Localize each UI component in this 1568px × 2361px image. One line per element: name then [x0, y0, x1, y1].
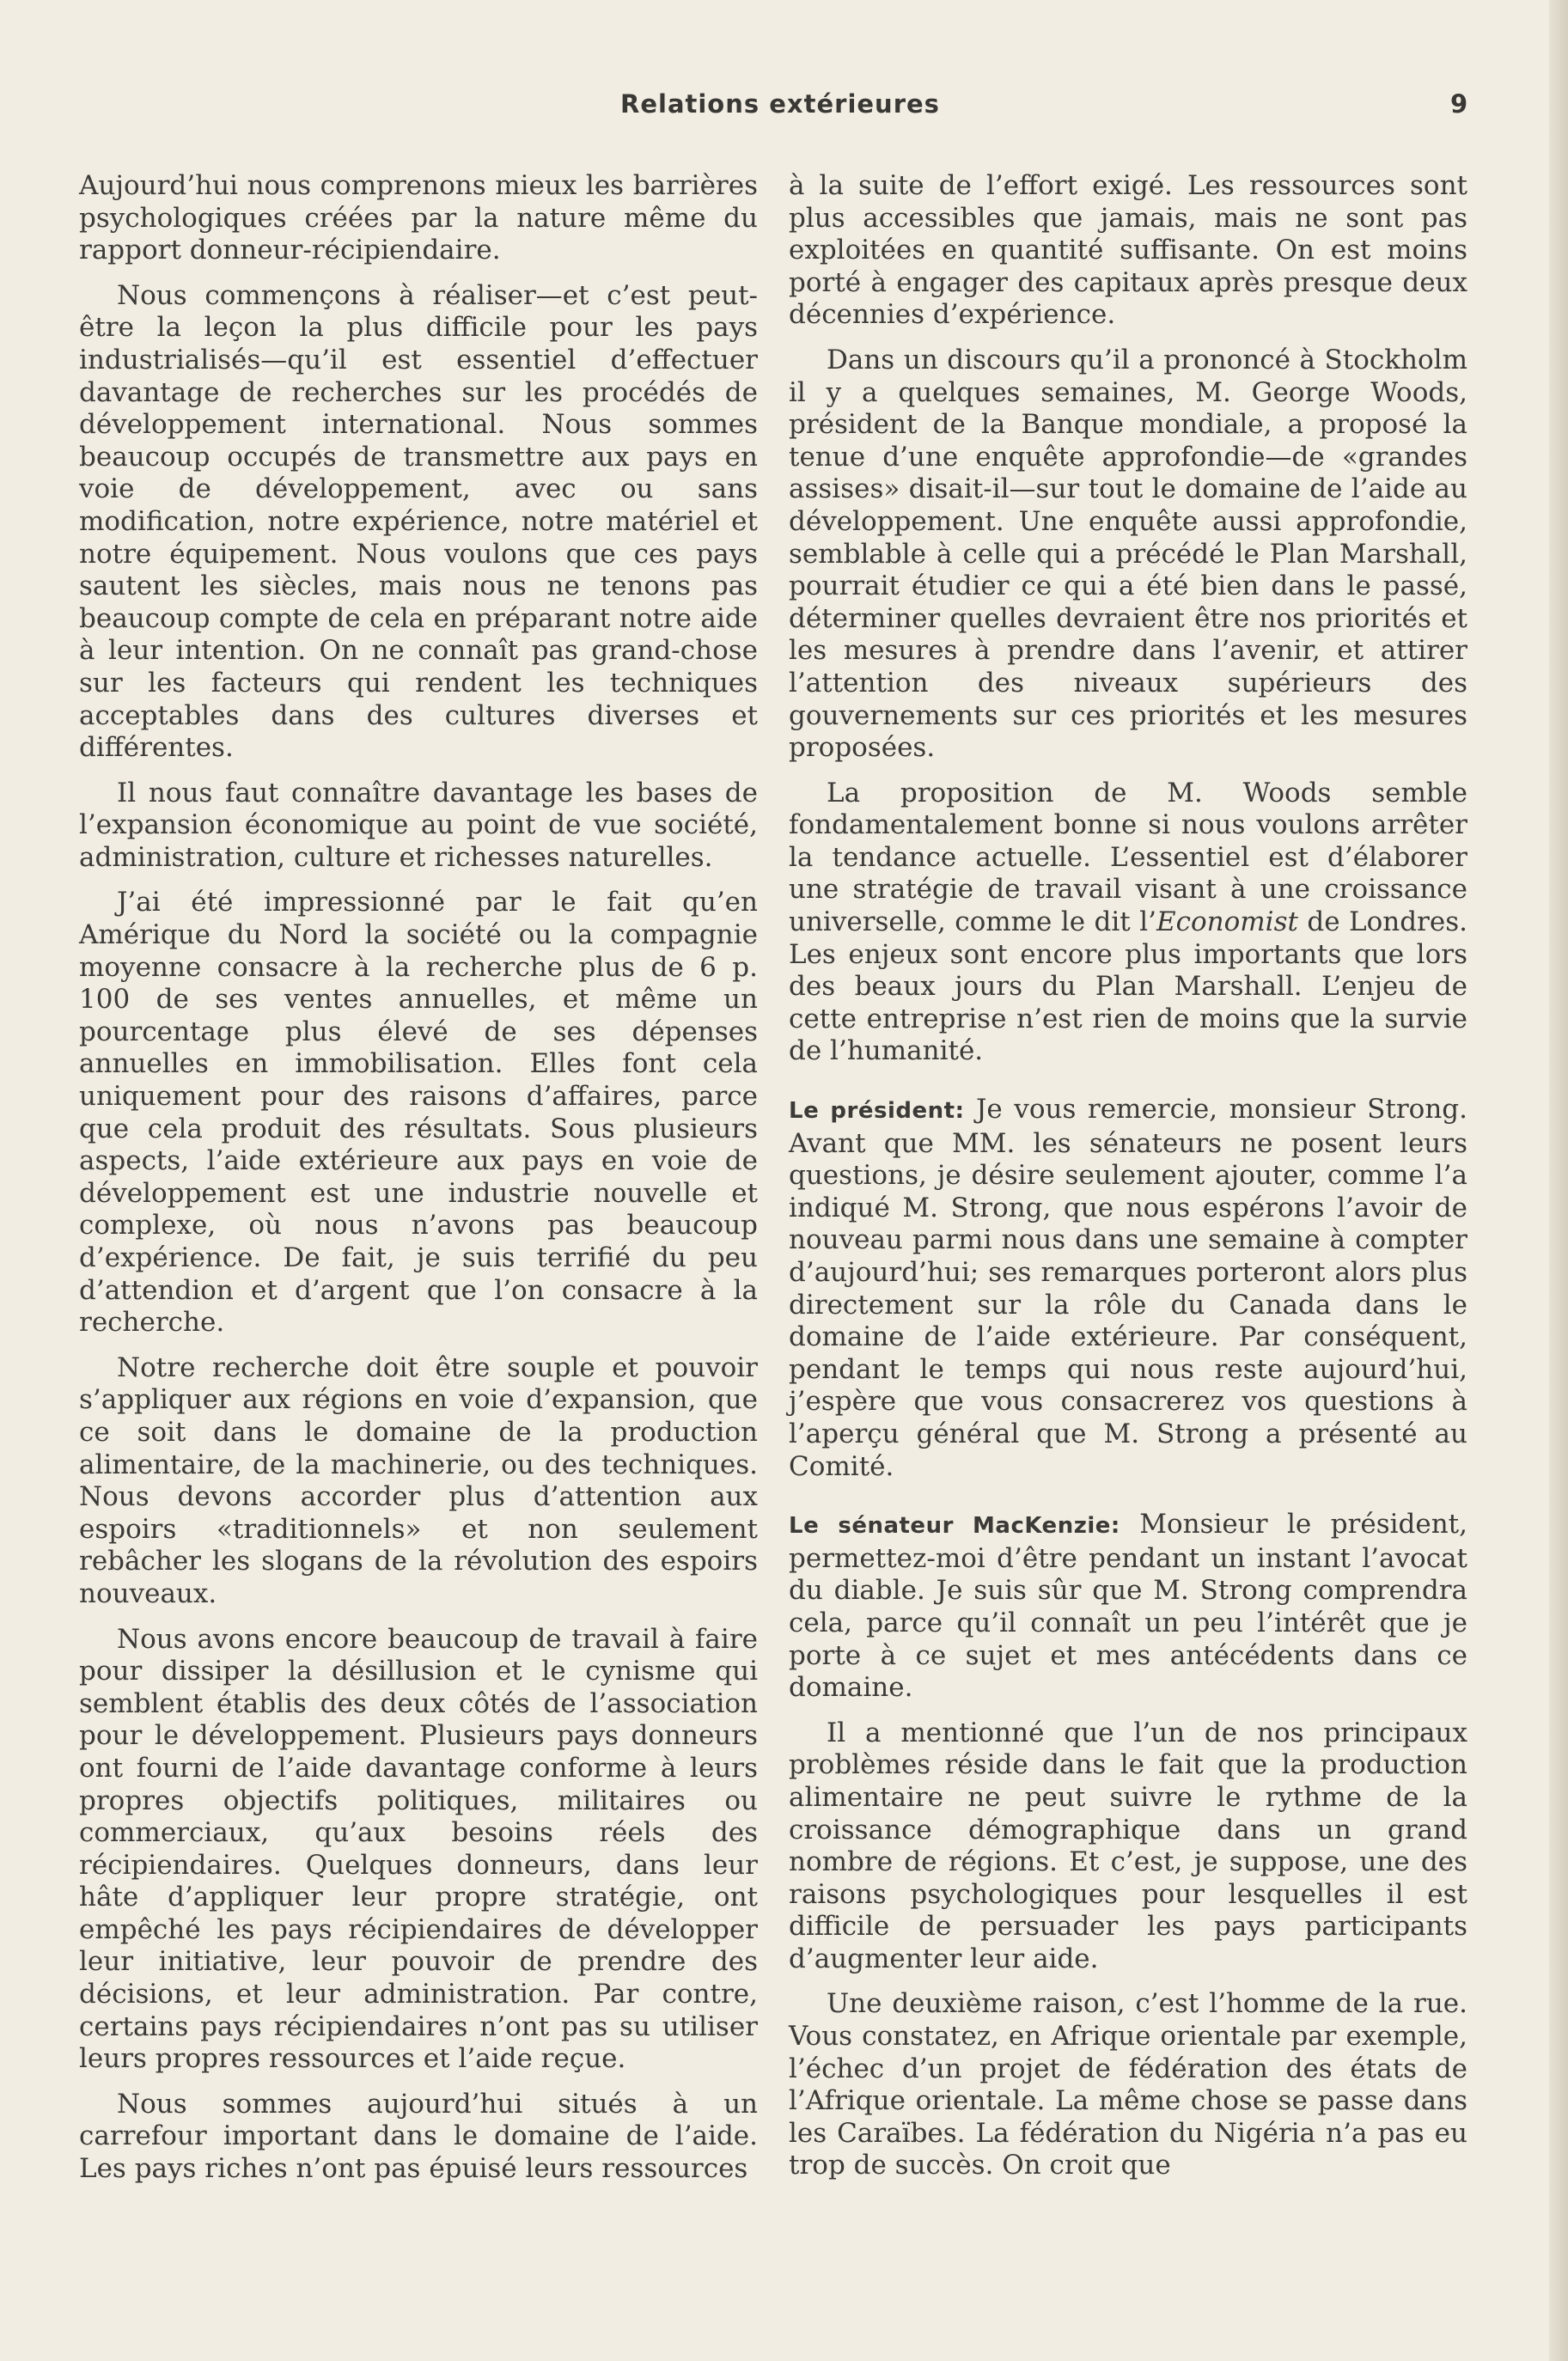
header-title: Relations extérieures — [620, 89, 940, 119]
paragraph: Nous avons encore beaucoup de travail à faire pour dissiper la désillusion et le cynisme qui semblent établis des deux côtés de l’association pour le développement. Plusieurs pays donneurs ont fourni de l’aide davantage conforme à leurs propres objectifs politiques, militaires ou commerciaux, qu’aux besoins réels des récipiendaires. Quelques donneurs, dans leur hâte d’appliquer leur propre stratégie, ont empêché les pays récipiendaires de développer leur initiative, leur pouvoir de prendre des décisions, et leur administration. Par contre, certains pays récipiendaires n’ont pas su utiliser leurs propres ressources et l’aide reçue. — [79, 1623, 758, 2075]
paragraph: Dans un discours qu’il a prononcé à Stockholm il y a quelques semaines, M. George Woods, président de la Banque mondiale, a proposé la tenue d’une enquête approfondie—de «grandes assises» disait-il—sur tout le domaine de l’aide au développement. Une enquête aussi approfondie, semblable à celle qui a précédé le Plan Marshall, pourrait étudier ce qui a été bien dans le passé, déterminer quelles devraient être nos priorités et les mesures à prendre dans l’avenir, et attirer l’attention des niveaux supérieurs des gouvernements sur ces priorités et les mesures proposées. — [789, 344, 1467, 764]
paragraph: Notre recherche doit être souple et pouvoir s’appliquer aux régions en voie d’expansion, que ce soit dans le domaine de la production alimentaire, de la machinerie, ou des techniques. Nous devons accorder plus d’attention aux espoirs «traditionnels» et non seulement rebâcher les slogans de la révolution des espoirs nouveaux. — [79, 1351, 758, 1609]
paragraph: Il nous faut connaître davantage les bases de l’expansion économique au point de vue société, administration, culture et richesses naturelles. — [79, 777, 758, 873]
speech-paragraph — [789, 1094, 1467, 1483]
right-column — [789, 170, 1467, 2182]
paragraph: Aujourd’hui nous comprenons mieux les barrières psychologiques créées par la nature même du rapport donneur-récipiendaire. — [79, 170, 758, 266]
paragraph: Une deuxième raison, c’est l’homme de la rue. Vous constatez, en Afrique orientale par exemple, l’échec d’un projet de fédération des états de l’Afrique orientale. La même chose se passe dans les Caraïbes. La fédération du Nigéria n’a pas eu trop de succès. On croit que — [789, 1988, 1467, 2181]
paragraph: Nous sommes aujourd’hui situés à un carrefour important dans le domaine de l’aide. Les pays riches n’ont pas épuisé leurs ressources — [79, 2088, 758, 2185]
page-edge — [1549, 0, 1568, 2361]
paragraph: à la suite de l’effort exigé. Les ressources sont plus accessibles que jamais, mais ne sont pas exploitées en quantité suffisante. On est moins porté à engager des capitaux après presque deux décennies d’expérience. — [789, 170, 1467, 331]
publication-title: Economist — [1156, 906, 1298, 938]
speech-paragraph — [789, 1509, 1467, 1705]
paragraph-text: de Londres. Les enjeux sont encore plus importants que lors des beaux jours du Plan Marshall. L’enjeu de cette entreprise n’est rien de moins que la survie de l’humanité. — [789, 906, 1467, 1067]
paragraph: Il a mentionné que l’un de nos principaux problèmes réside dans le fait que la production alimentaire ne peut suivre le rythme de la croissance démographique dans un grand nombre de régions. Et c’est, je suppose, une des raisons psychologiques pour lesquelles il est difficile de persuader les pays participants d’augmenter leur aide. — [789, 1717, 1467, 1974]
left-column — [79, 170, 758, 2186]
page-number: 9 — [1450, 89, 1468, 119]
running-header — [0, 89, 1568, 132]
speech-text: Je vous remercie, monsieur Strong. Avant que MM. les sénateurs ne posent leurs questions, je désire seulement ajouter, comme l’a indiqué M. Strong, que nous espérons l’avoir de nouveau parmi nous dans une semaine à compter d’aujourd’hui; ses remarques porteront alors plus directement sur la rôle du Canada dans le domaine de l’aide extérieure. Par conséquent, pendant le temps qui nous reste aujourd’hui, j’espère que vous consacrerez vos questions à l’aperçu général que M. Strong a présenté au Comité. — [789, 1094, 1467, 1482]
paragraph: Nous commençons à réaliser—et c’est peut-être la leçon la plus difficile pour les pays industrialisés—qu’il est essentiel d’effectuer davantage de recherches sur les procédés de développement international. Nous sommes beaucoup occupés de transmettre aux pays en voie de développement, avec ou sans modification, notre expérience, notre matériel et notre équipement. Nous voulons que ces pays sautent les siècles, mais nous ne tenons pas beaucoup compte de cela en préparant notre aide à leur intention. On ne connaît pas grand-chose sur les facteurs qui rendent les techniques acceptables dans des cultures diverses et différentes. — [79, 279, 758, 764]
paragraph-text: La proposition de M. Woods semble fondamentalement bonne si nous voulons arrêter la tendance actuelle. L’essentiel est d’élaborer une stratégie de travail visant à une croissance universelle, comme le dit l’ — [789, 777, 1467, 938]
paragraph — [789, 778, 1467, 1068]
speaker-label: Le sénateur MacKenzie: — [789, 1513, 1120, 1540]
speaker-label: Le président: — [789, 1098, 965, 1125]
speech-text: Monsieur le président, permettez-moi d’être pendant un instant l’avocat du diable. Je suis sûr que M. Strong comprendra cela, parce qu’il connaît un peu l’intérêt que je porte à ce sujet et mes antécédents dans ce domaine. — [789, 1509, 1467, 1704]
paragraph: J’ai été impressionné par le fait qu’en Amérique du Nord la société ou la compagnie moyenne consacre à la recherche plus de 6 p. 100 de ses ventes annuelles, et même un pourcentage plus élevé de ses dépenses annuelles en immobilisation. Elles font cela uniquement pour des raisons d’affaires, parce que cela produit des résultats. Sous plusieurs aspects, l’aide extérieure aux pays en voie de développement est une industrie nouvelle et complexe, où nous n’avons pas beaucoup d’expérience. De fait, je suis terrifié du peu d’attendion et d’argent que l’on consacre à la recherche. — [79, 887, 758, 1339]
